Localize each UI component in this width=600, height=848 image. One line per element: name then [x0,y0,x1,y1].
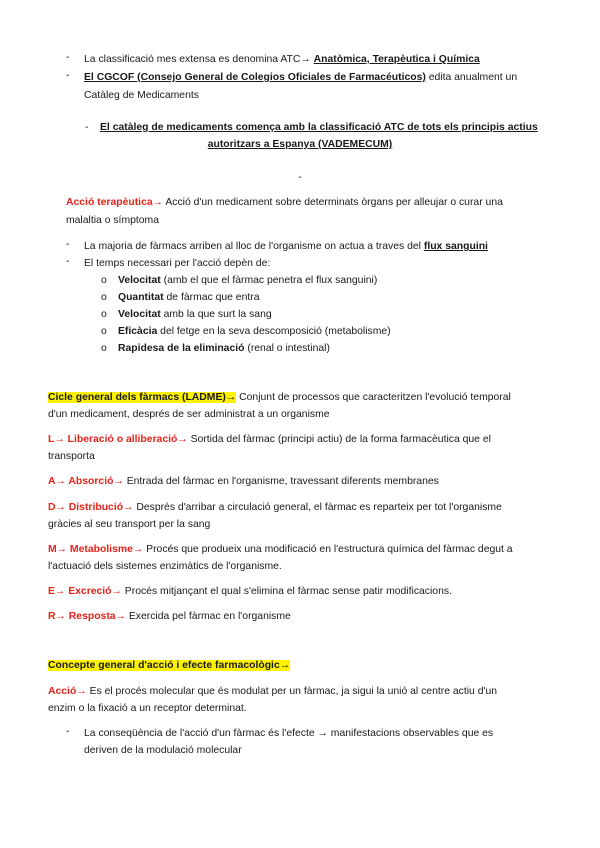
arrow-icon: → [152,197,164,208]
bullet-dash: - [66,256,70,267]
bullet-circle-icon: o [101,292,107,303]
cgcof-name: El CGCOF (Consejo General de Colegios Oficiales de Farmacéuticos) [84,72,426,83]
factor-term: Quantitat [118,292,164,303]
ladme-def: Exercida pel fàrmac en l'organisme [125,611,291,622]
ladme-def: Procés mitjançant el qual s'elimina el fàrmac sense patir modificacions. [121,586,452,597]
accio-def: Es el procés molecular que és modulat per un fàrmac, ja sigui la unió al centre actiu d'un [86,686,498,697]
concepte-heading-line [48,658,290,674]
ladme-item-a [48,474,439,490]
factor-desc: de fàrmac que entra [163,292,260,303]
factor-desc: (amb el que el fàrmac penetra el flux sanguini) [160,275,378,286]
atc-acronym-expansion: Anatòmica, Terapèutica i Química [313,54,480,65]
factor-item [118,273,377,289]
arrow-icon: → [279,660,291,671]
ladme-def-cont: gràcies al seu transport per la sang [48,519,211,530]
accio-terapeutica-term: Acció terapèutica [66,197,153,208]
accio-def-cont: enzim o la fixació a un receptor determinat. [48,703,247,714]
factor-term: Eficàcia [118,326,158,337]
bullet-dash: - [66,239,70,250]
ladme-item-m [48,542,513,558]
bullet-circle-icon: o [101,343,107,354]
ladme-term: E→ Excreció→ [48,586,122,597]
ladme-def-cont: l'actuació dels sistemes enzimàtics de l'organisme. [48,561,282,572]
ladme-term: A→ Absorció→ [48,476,124,487]
accio-terapeutica-def-cont: malaltia o símptoma [66,215,159,226]
bullet-circle-icon: o [101,326,107,337]
accio-terapeutica-def: Acció d'un medicament sobre determinats òrgans per alleujar o curar una [163,197,503,208]
separator: - [298,172,302,183]
ladme-item-r [48,609,291,625]
atc-line [84,52,480,68]
ladme-heading-line [48,390,511,406]
arrow-icon: → [225,392,237,403]
ladme-intro-cont: d'un medicament, després de ser administrat a un organisme [48,409,330,420]
accio-term: Acció→ [48,686,87,697]
ladme-heading: Cicle general dels fàrmacs (LADME) [48,392,226,403]
concepte-heading: Concepte general d'acció i efecte farmacològic [48,660,280,671]
factor-desc: del fetge en la seva descomposició (metabolisme) [157,326,391,337]
flux-bullet [84,239,488,255]
arrow-icon: → [300,54,311,65]
ladme-def: Sortida del fàrmac (principi actiu) de la forma farmacèutica que el [187,434,491,445]
ladme-term: L→ Liberació o alliberació→ [48,434,188,445]
factor-item [118,324,391,340]
ladme-item-d [48,500,502,516]
cgcof-continuation: Catàleg de Medicaments [84,90,199,101]
cgcof-text: edita anualment un [425,72,518,83]
efecte-bullet: La conseqüència de l'acció d'un fàrmac és l'efecte → manifestacions observables que es [84,728,494,739]
ladme-def: Després d'arribar a circulació general, el fàrmac es reparteix per tot l'organisme [133,502,502,513]
factor-item [118,341,330,357]
bullet-dash: - [66,52,70,63]
factor-term: Rapidesa de la eliminació [118,343,245,354]
cgcof-line [84,70,517,86]
atc-text: La classificació mes extensa es denomina ATC [84,54,301,65]
accio-definition [48,684,497,700]
ladme-def: Entrada del fàrmac en l'organisme, travessant diferents membranes [123,476,439,487]
factor-desc: amb la que surt la sang [160,309,272,320]
bullet-circle-icon: o [101,275,107,286]
factor-term: Velocitat [118,309,161,320]
flux-term: flux sanguini [423,241,488,252]
ladme-def-cont: transporta [48,451,95,462]
catalog-note-line2: autoritzars a Espanya (VADEMECUM) [207,139,393,150]
ladme-term: D→ Distribució→ [48,502,134,513]
ladme-item-e [48,584,452,600]
factor-item [118,307,272,323]
efecte-bullet-cont: deriven de la modulació molecular [84,745,242,756]
factor-desc: (renal o intestinal) [244,343,330,354]
factor-term: Velocitat [118,275,161,286]
bullet-circle-icon: o [101,309,107,320]
ladme-intro: Conjunt de processos que caracteritzen l'evolució temporal [236,392,511,403]
catalog-note-line1: El catàleg de medicaments comença amb la classificació ATC de tots els principis actius [100,122,538,133]
factor-item [118,290,260,306]
accio-terapeutica-definition [66,195,503,211]
ladme-def: Procés que produeix una modificació en l'estructura química del fàrmac degut a [143,544,513,555]
ladme-term: R→ Resposta→ [48,611,126,622]
bullet-dash: - [85,122,89,133]
flux-text: La majoria de fàrmacs arriben al lloc de l'organisme on actua a traves del [84,241,424,252]
temps-bullet: El temps necessari per l'acció depèn de: [84,258,271,269]
ladme-term: M→ Metabolisme→ [48,544,144,555]
bullet-dash: - [66,726,70,737]
ladme-item-l [48,432,491,448]
bullet-dash: - [66,70,70,81]
